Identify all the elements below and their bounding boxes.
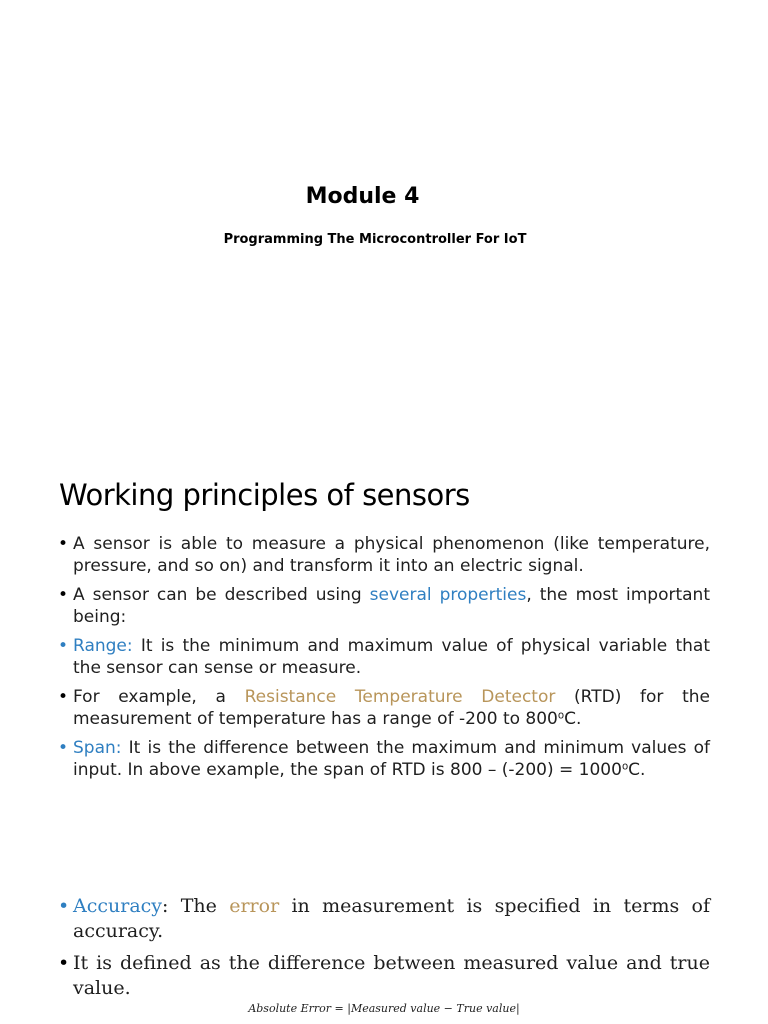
module-subtitle: Programming The Microcontroller For IoT xyxy=(223,232,527,247)
bullet-item xyxy=(58,686,710,730)
bullet-text: C. xyxy=(628,760,646,780)
bullet-text: A sensor is able to measure a physical phenomenon (like temperature, pressure, and so on) and transform it into an electric signal. xyxy=(73,534,710,576)
sensor-bullet-list xyxy=(58,533,710,788)
degree-superscript: o xyxy=(557,710,565,722)
bullet-dot-icon: • xyxy=(58,585,69,605)
absolute-error-formula: Absolute Error = |Measured value − True value| xyxy=(248,1002,520,1015)
accuracy-term: Accuracy xyxy=(73,895,163,917)
degree-superscript: o xyxy=(621,761,629,773)
bullet-text: It is the minimum and maximum value of physical variable that the sensor can sense or measure. xyxy=(73,636,710,678)
bullet-text: For example, a xyxy=(73,687,245,707)
several-properties-link[interactable]: several properties xyxy=(369,585,527,605)
range-term: Range: xyxy=(73,636,133,656)
error-term: error xyxy=(229,895,280,917)
bullet-dot-icon: • xyxy=(58,952,70,974)
bullet-item xyxy=(58,533,710,577)
bullet-item xyxy=(58,951,710,1001)
bullet-item xyxy=(58,635,710,679)
bullet-text: A sensor can be described using xyxy=(73,585,370,605)
bullet-item xyxy=(58,894,710,944)
bullet-text: in measurement is specified in terms of accuracy. xyxy=(73,895,710,942)
bullet-text: It is defined as the difference between measured value and true value. xyxy=(73,952,710,999)
span-term: Span: xyxy=(73,738,122,758)
bullet-dot-icon: • xyxy=(58,534,69,554)
bullet-dot-icon: • xyxy=(58,738,69,758)
bullet-item xyxy=(58,584,710,628)
accuracy-bullet-list xyxy=(58,894,710,1008)
bullet-item xyxy=(58,737,710,781)
rtd-term: Resistance Temperature Detector xyxy=(244,687,556,707)
bullet-text: It is the difference between the maximum and minimum values of input. In above example, the span of RTD is 800 – (-200) = 1000 xyxy=(73,738,710,780)
bullet-dot-icon: • xyxy=(58,895,70,917)
bullet-text: (RTD) for the measurement of temperature has a range of -200 to 800 xyxy=(73,687,710,729)
bullet-dot-icon: • xyxy=(58,636,69,656)
title-slide xyxy=(0,0,768,432)
bullet-text: , the most important being: xyxy=(73,585,710,627)
bullet-text: : The xyxy=(162,895,230,917)
bullet-dot-icon: • xyxy=(58,687,69,707)
bullet-text: C. xyxy=(564,709,582,729)
module-title: Module 4 xyxy=(305,184,420,209)
slide-heading: Working principles of sensors xyxy=(59,478,470,512)
content-slide xyxy=(0,432,768,1024)
